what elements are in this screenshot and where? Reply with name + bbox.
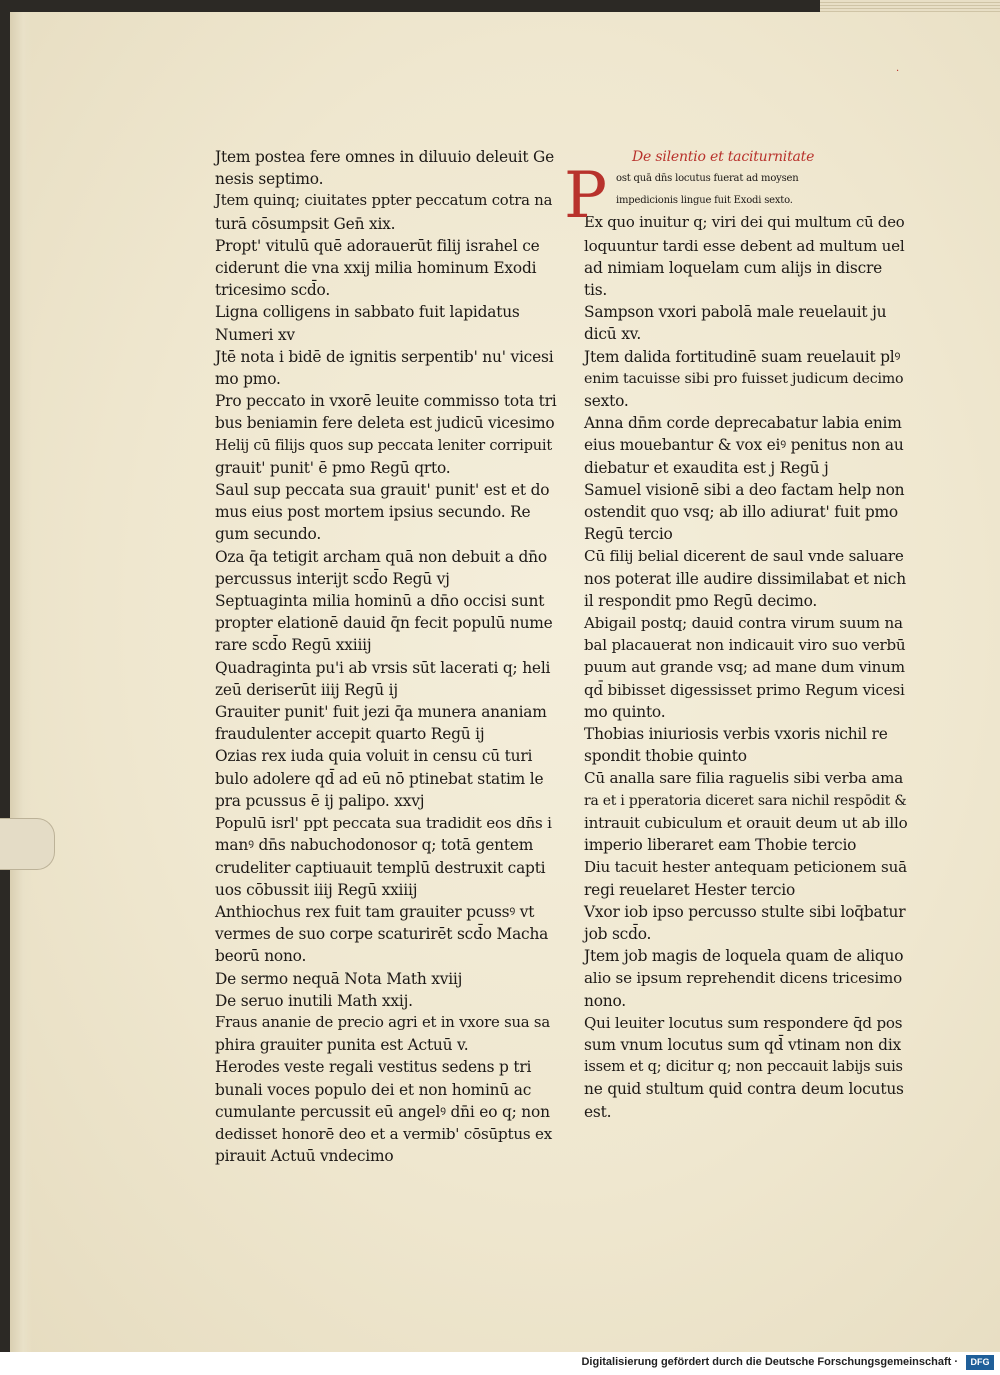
text-line: spondit thobie quinto — [584, 747, 747, 766]
text-line: bulo adolere qd̄ ad eū nō ptinebat statim le — [215, 769, 544, 788]
text-line: mo pmo. — [215, 370, 281, 389]
dfg-logo: DFG — [966, 1355, 994, 1370]
text-line: ciderunt die vna xxij milia hominum Exodi — [215, 259, 537, 278]
text-line: sum vnum locutus sum qd̄ vtinam non dix — [584, 1035, 902, 1054]
text-line: Herodes veste regali vestitus sedens p tri — [215, 1058, 532, 1077]
text-line: uos cōbussit iiij Regū xxiiij — [215, 880, 418, 899]
text-line: Regū tercio — [584, 525, 673, 544]
left-text-column — [215, 146, 555, 1167]
text-line: Ozias rex iuda quia voluit in censu cū turi — [215, 747, 533, 766]
text-line: alio se ipsum reprehendit dicens tricesimo — [584, 969, 902, 988]
text-line: puum aut grande vsq; ad mane dum vinum — [584, 658, 905, 677]
text-line: Oza q̄a tetigit archam quā non debuit a dn̄o — [215, 547, 547, 566]
text-line: il respondit pmo Regū decimo. — [584, 591, 818, 610]
right-text-body — [584, 212, 906, 1122]
text-line: dicū xv. — [584, 325, 642, 344]
text-line: turā cōsumpsit Gen̄ xix. — [215, 214, 396, 233]
text-line: Jtem dalida fortitudinē suam reuelauit plꝰ — [584, 347, 901, 366]
text-line: grauit' punit' ē pmo Regū qrto. — [215, 458, 451, 477]
text-line: bus beniamin fere deleta est judicū vicesimo — [215, 414, 555, 433]
text-line: imperio liberaret eam Thobie tercio — [584, 836, 857, 855]
text-line: Helij cū filijs quos sup peccata leniter corripuit — [215, 437, 552, 454]
text-line: Thobias iniuriosis verbis vxoris nichil re — [584, 725, 888, 744]
text-line: Jtem job magis de loquela quam de aliquo — [584, 947, 904, 966]
text-line: mo quinto. — [584, 702, 666, 721]
text-line: sexto. — [584, 392, 629, 411]
text-line: pirauit Actuū vndecimo — [215, 1147, 394, 1166]
text-line: est. — [584, 1102, 612, 1121]
text-line: job scd̄o. — [584, 924, 652, 943]
text-line: nos poterat ille audire dissimilabat et nich — [584, 569, 906, 588]
text-line: qd̄ bibisset digessisset primo Regum vicesi — [584, 680, 905, 699]
text-line: bunali voces populo dei et non hominū ac — [215, 1080, 532, 1099]
text-line: issem et q; dicitur q; non peccauit labijs suis — [584, 1059, 903, 1076]
text-line: Septuaginta milia hominū a dn̄o occisi sunt — [215, 592, 545, 611]
right-text-column — [564, 146, 908, 1123]
text-line: Anna dn̄m corde deprecabatur labia enim — [584, 414, 902, 433]
text-line: diebatur et exaudita est j Regū j — [584, 458, 829, 477]
text-line: nono. — [584, 991, 626, 1010]
text-line: impedicionis lingue fuit Exodi sexto. — [616, 195, 793, 207]
ink-spot: · — [896, 66, 900, 77]
text-line: zeū deriserūt iiij Regū ij — [215, 680, 398, 699]
text-line: pra pcussus ē ij palipo. xxvj — [215, 791, 425, 810]
text-line: Jtem quinq; ciuitates ppter peccatum cotra na — [215, 192, 553, 210]
text-line: cumulante percussit eū angelꝰ dn̄i eo q; non — [215, 1102, 550, 1121]
text-line: Ex quo inuitur q; viri dei qui multum cū deo — [584, 214, 905, 232]
text-line: eius mouebantur & vox eiꝰ penitus non au — [584, 436, 904, 455]
text-line: Jtē nota i bidē de ignitis serpentib' nu' vicesi — [215, 347, 554, 366]
text-line: bal placauerat non indicauit viro suo verbū — [584, 636, 906, 655]
text-line: vermes de suo corpe scaturirēt scd̄o Macha — [215, 925, 549, 944]
text-line: Jtem postea fere omnes in diluuio deleuit Ge — [215, 148, 554, 166]
text-line: beorū nono. — [215, 947, 307, 966]
text-line: Populū isrl' ppt peccata sua tradidit eos dn̄s i — [215, 814, 552, 833]
text-line: Cū filij belial dicerent de saul vnde saluare — [584, 547, 904, 566]
text-line: rare scd̄o Regū xxiiij — [215, 636, 372, 655]
rubric-heading: De silentio et taciturnitate — [632, 149, 815, 165]
text-line: enim tacuisse sibi pro fuisset judicum decimo — [584, 370, 904, 387]
text-line: crudeliter captiuauit templū destruxit capti — [215, 858, 546, 877]
text-line: Qui leuiter locutus sum respondere q̄d pos — [584, 1013, 903, 1032]
text-line: mus eius post mortem ipsius secundo. Re — [215, 503, 531, 522]
text-line: propter elationē dauid q̄n fecit populū nume — [215, 614, 553, 633]
text-line: Propt' vitulū quē adorauerūt filij israhel ce — [215, 236, 540, 255]
text-line: tricesimo scd̄o. — [215, 281, 331, 300]
text-line: Pro peccato in vxorē leuite commisso tota tri — [215, 392, 557, 411]
text-line: Grauiter punit' fuit jezi q̄a munera ananiam — [215, 703, 547, 722]
dropcap-letter: P — [564, 159, 607, 233]
text-line: intrauit cubiculum et orauit deum ut ab illo — [584, 813, 908, 832]
text-line: De sermo nequā Nota Math xviij — [215, 969, 463, 988]
text-line: Cū analla sare filia raguelis sibi verba ama — [584, 769, 904, 788]
text-line: Quadraginta pu'i ab vrsis sūt lacerati q; heli — [215, 658, 551, 677]
text-line: Diu tacuit hester antequam peticionem suā — [584, 858, 907, 877]
text-line: Vxor iob ipso percusso stulte sibi loq̄batur — [584, 902, 906, 921]
text-line: ostendit quo vsq; ab illo adiurat' fuit pmo — [584, 503, 898, 522]
text-line: Numeri xv — [215, 325, 295, 344]
text-line: manꝰ dn̄s nabuchodonosor q; totā gentem — [215, 836, 534, 855]
text-line: percussus interijt scd̄o Regū vj — [215, 569, 450, 588]
text-line: Abigail postq; dauid contra virum suum na — [584, 614, 903, 633]
text-line: loquuntur tardi esse debent ad multum uel — [584, 236, 905, 255]
footer-bar — [0, 1352, 1000, 1375]
page-binding-shadow — [10, 12, 32, 1352]
text-line: Ligna colligens in sabbato fuit lapidatus — [215, 303, 520, 322]
text-line: ost quā dn̄s locutus fuerat ad moysen — [616, 173, 799, 184]
text-line: gum secundo. — [215, 525, 322, 544]
text-line: dedisset honorē deo et a vermib' cōsūptus ex — [215, 1124, 553, 1143]
text-line: De seruo inutili Math xxij. — [215, 991, 413, 1010]
text-line: Sampson vxori pabolā male reuelauit ju — [584, 303, 887, 322]
text-line: ne quid stultum quid contra deum locutus — [584, 1080, 904, 1099]
text-line: fraudulenter accepit quarto Regū ij — [215, 725, 485, 744]
text-line: Samuel visionē sibi a deo factam help non — [584, 480, 905, 499]
text-line: ad nimiam loquelam cum alijs in discre — [584, 258, 883, 277]
funding-credit: Digitalisierung gefördert durch die Deutsche Forschungsgemeinschaft · — [581, 1356, 958, 1368]
text-line: Saul sup peccata sua grauit' punit' est et do — [215, 481, 550, 500]
text-line: Anthiochus rex fuit tam grauiter pcussꝰ vt — [215, 902, 535, 921]
text-line: tis. — [584, 281, 608, 300]
text-line: ra et i pperatoria diceret sara nichil respōdit & — [584, 792, 907, 809]
text-line: Fraus ananie de precio agri et in vxore sua sa — [215, 1013, 550, 1031]
bookmark-tab — [0, 818, 55, 870]
text-line: regi reuelaret Hester tercio — [584, 880, 796, 899]
text-line: phira grauiter punita est Actuū v. — [215, 1036, 469, 1055]
text-line: nesis septimo. — [215, 170, 324, 189]
